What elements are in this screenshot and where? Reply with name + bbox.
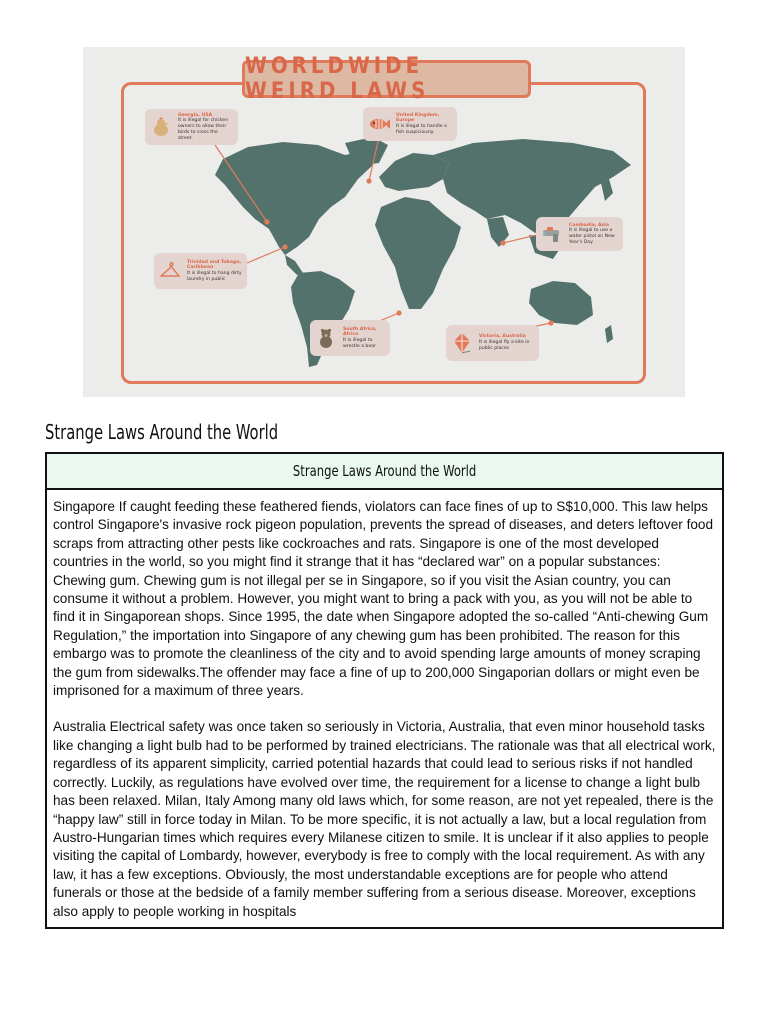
callout-southafrica <box>310 320 390 356</box>
poster-title: WORLDWIDE WEIRD LAWS <box>242 60 531 98</box>
callout-victoria <box>446 325 539 361</box>
table-body-cell <box>47 490 722 927</box>
hanger-icon <box>158 259 182 283</box>
section-heading: Strange Laws Around the World <box>45 420 279 444</box>
japan <box>601 179 613 201</box>
callout-law: It is illegal to hang dirty laundry in public <box>187 271 242 282</box>
callout-place: Cambodia, Asia <box>569 222 609 228</box>
table-header <box>47 454 722 490</box>
callout-law: It is illegal to handle a fish suspiciously. <box>396 124 447 135</box>
bear-icon <box>314 326 338 350</box>
weird-laws-poster <box>83 47 685 397</box>
water-pistol-icon <box>540 222 564 246</box>
callout-place: United Kingdom, Europe <box>396 112 440 124</box>
north-america <box>215 142 373 255</box>
callout-place: Trinidad and Tobago, Caribbean <box>187 259 242 271</box>
australia <box>529 281 593 325</box>
callout-law: It is illegal to wrestle a bear <box>343 338 376 349</box>
chicken-icon <box>149 115 173 139</box>
callout-law: It is illegal for chicken owners to allow their birds to cross the street. <box>178 118 229 141</box>
table-header-label: Strange Laws Around the World <box>292 462 477 480</box>
callout-georgia <box>145 109 238 145</box>
fish-icon <box>367 112 391 136</box>
callout-place: Victoria, Australia <box>479 334 526 340</box>
callout-uk <box>363 107 457 141</box>
continents <box>215 137 631 367</box>
africa <box>375 197 461 309</box>
new-zealand <box>605 325 613 343</box>
paragraph-australia-milan: Australia Electrical safety was once taken so seriously in Victoria, Australia, that even minor household tasks like changing a light bulb had to be performed by trained electricians. The rationale was that all electrical work, regardless of its apparent simplicity, carried potential hazards that could lead to serious risks if not handled correctly. Luckily, as regulations have evolved over time, the requirement for a license to change a light bulb has been relaxed. Milan, Italy Among many old laws which, for some reason, are not yet repealed, there is the “happy law” still in force today in Milan. To be more specific, it is not actually a law, but a local regulation from Austro-Hungarian times which requires every Milanese citizen to smile. It is unclear if it also applies to people visiting the capital of Lombardy, however, everybody is free to comply with the local requirement. As with any law, it has a few exceptions. Obviously, the most understandable exceptions are for people who attend funerals or those at the bedside of a family member suffering from a serious disease. Moreover, exceptions also apply to people working in hospitals <box>53 719 716 919</box>
callout-law: It is illegal to use a water pistol on New Year's Day <box>569 228 615 245</box>
callout-place: Georgia, USA <box>178 112 213 118</box>
central-america <box>285 255 303 275</box>
callout-cambodia <box>536 217 623 251</box>
kite-icon <box>450 331 474 355</box>
europe <box>379 153 449 191</box>
callout-place: South Africa, Africa <box>343 326 377 338</box>
callout-law: It is illegal fly a kite in public places <box>479 340 530 351</box>
callout-trinidad <box>154 253 247 289</box>
paragraph-singapore: Singapore If caught feeding these feathered fiends, violators can face fines of up to S$10,000. This law helps control Singapore's invasive rock pigeon population, prevents the spread of diseases, and deters leftover food scraps from attracting other pests like cockroaches and rats. Singapore is one of the most developed countries in the world, so you might find it strange that it has “declared war” on a popular substances: Chewing gum. Chewing gum is not illegal per se in Singapore, so if you visit the Asian country, you can consume it without a problem. However, you might want to bring a pack with you, as you will not be able to find it in Singaporean shops. Since 1995, the date when Singapore adopted the so-called “Anti-chewing Gum Regulation,” the importation into Singapore of any chewing gum has been prohibited. The reason for this embargo was to promote the cleanliness of the city and to avoid spending large amounts of money scraping the gum from sidewalks.The offender may face a fine of up to 200,000 Singaporian dollars or might even be imprisoned for a maximum of three years. <box>53 499 714 699</box>
laws-table <box>45 452 724 929</box>
